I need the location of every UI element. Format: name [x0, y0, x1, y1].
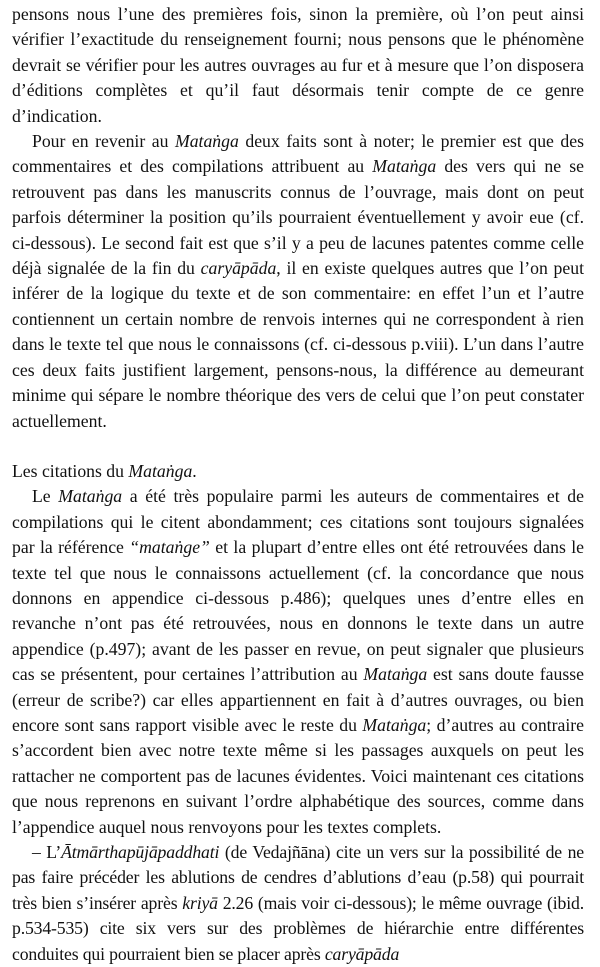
- italic-term: Mataṅga: [174, 131, 239, 152]
- text-run: Les citations du: [12, 460, 129, 481]
- text-run: 2.26 (mais voir ci-dessous); le même ouvrage (ibid. p.534-535) cite six vers sur des problèmes de hiérarchie entre différentes conduites qui pourraient bien se placer après: [12, 892, 584, 964]
- text-run: (de Vedajñāna) cite un vers sur la possibilité de ne pas faire précéder les ablutions de cendres d’ablutions d’eau (p.58) qui pourrait très bien s’insérer après: [12, 842, 584, 913]
- italic-term: Mataṅga: [58, 486, 123, 507]
- text-run: , il en existe quelques autres que l’on peut inférer de la logique du texte et de son commentaire: en effet l’un et l’autre contiennent un certain nombre de renvois internes qui ne correspondent à rien dans le texte tel que nous le connaissons (cf. ci-dessous p.viii). L’un dans l’autre ces deux faits justifient largement, pensons-nous, la différence au demeurant minime qui sépare le nombre théorique des vers de celui que l’on peut constater actuellement.: [12, 258, 584, 431]
- paragraph-4: [12, 840, 584, 967]
- text-run: deux faits sont à noter; le premier est que des commentaires et des compilations attribuent au: [12, 131, 584, 177]
- text-run: – L’: [32, 842, 62, 862]
- text-run: .: [192, 460, 197, 481]
- italic-term: kriyā: [182, 892, 218, 913]
- paragraph-1: [12, 2, 584, 129]
- text-run: Pour en revenir au: [32, 131, 175, 152]
- text-run: ; d’autres au contraire s’accordent bien avec notre texte même si les passages auxquels on peut les rattacher ne comportent pas de lacunes évidentes. Voici maintenant ces citations que nous reprenons en suivant l’ordre alphabétique des sources, comme dans l’appendice auquel nous renvoyons pour les textes complets.: [12, 714, 584, 837]
- italic-term: caryāpāda: [200, 258, 277, 279]
- text-run: a été très populaire parmi les auteurs de commentaires et de compilations qui le citent abondamment; ces citations sont toujours signalées par la référence: [12, 486, 584, 558]
- text-run: Le: [32, 486, 59, 507]
- text-run: des vers qui ne se retrouvent pas dans les manuscrits connus de l’ouvrage, mais dont on peut parfois déterminer la position qu’ils pourraient éventuellement y avoir eue (cf. ci-dessous). Le second fait est que s’il y a peu de lacunes patentes comme celle déjà signalée de la fin du: [12, 156, 584, 279]
- text-run: pensons nous l’une des premières fois, sinon la première, où l’on peut ainsi vérifier l’exactitude du renseignement fourni; nous pensons que le phénomène devrait se vérifier pour les autres ouvrages au fur et à mesure que l’on disposera d’éditions complètes et qu’il faut désormais tenir compte de ce genre d’indication.: [12, 4, 584, 126]
- italic-term: Mataṅga: [372, 156, 437, 177]
- paragraph-3: [12, 484, 584, 840]
- italic-term: Mataṅga: [128, 460, 193, 481]
- section-heading: [12, 459, 584, 484]
- italic-term: “mataṅge”: [129, 537, 210, 558]
- italic-term: Ātmārthapūjāpaddhati: [61, 842, 220, 862]
- italic-term: Mataṅga: [363, 664, 428, 685]
- italic-term: caryāpāda: [324, 943, 400, 964]
- text-run: et la plupart d’entre elles ont été retrouvées dans le texte tel que nous le connaissons actuellement (cf. la concordance que nous donnons en appendice ci-dessous p.486); quelques unes d’entre elles en revanche n’ont pas été retrouvées, nous en donnons le texte dans un autre appendice (p.497); avant de les passer en revue, on peut signaler que plusieurs cas se présentent, pour certaines l’attribution au: [12, 537, 584, 685]
- italic-term: Mataṅga: [362, 714, 427, 735]
- text-run: est sans doute fausse (erreur de scribe?) car elles appartiennent en fait à d’autres ouvrages, ou bien encore sont sans rapport visible avec le reste du: [12, 664, 584, 735]
- paragraph-2: [12, 129, 584, 434]
